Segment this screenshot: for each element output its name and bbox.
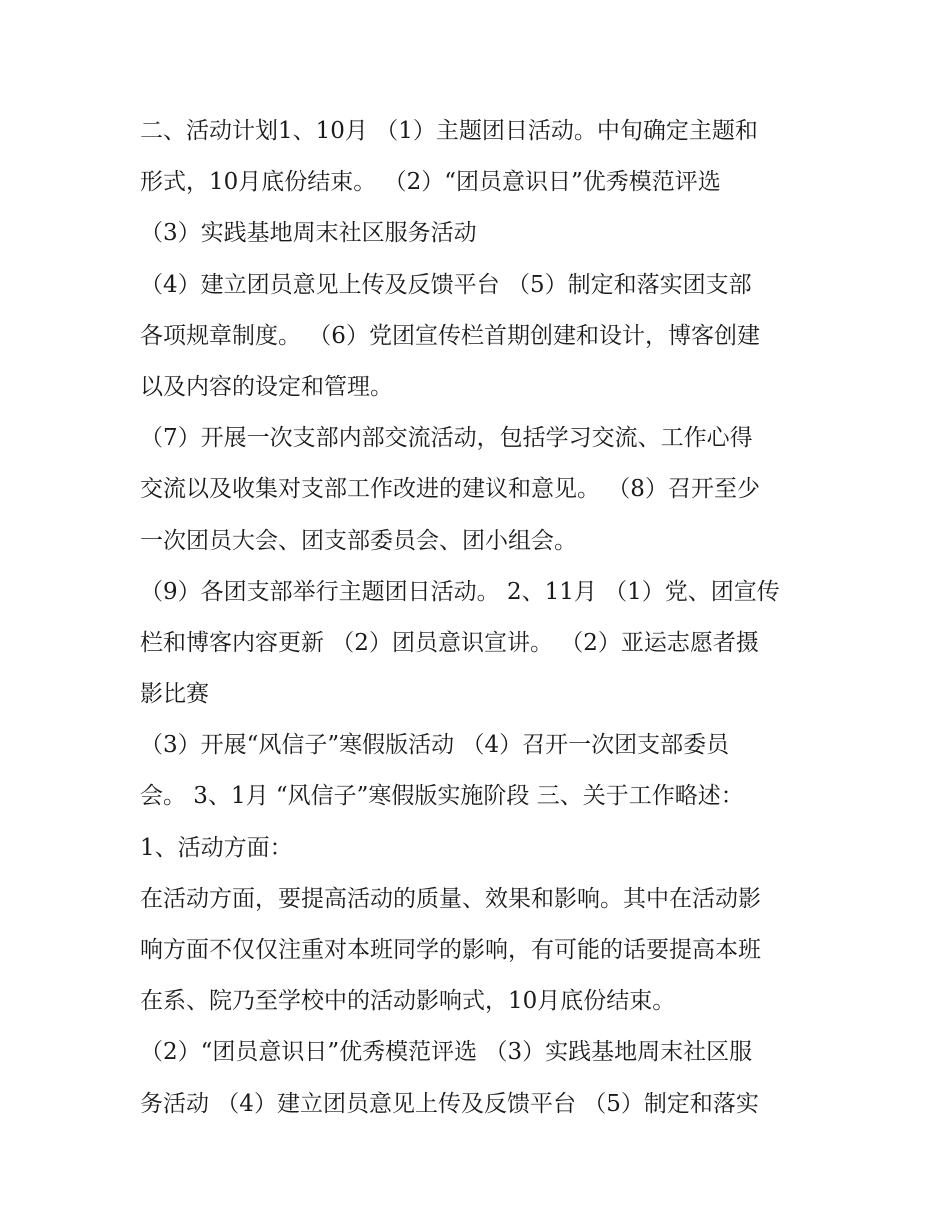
text-line: 务活动 （4）建立团员意见上传及反馈平台 （5）制定和落实 <box>140 1090 759 1117</box>
text-line: （2）“团员意识日”优秀模范评选 （3）实践基地周末社区服 <box>140 1039 753 1066</box>
text-line: 会。 3、1月 “风信子”寒假版实施阶段 三、关于工作略述： <box>140 783 744 810</box>
text-line: 二、活动计划1、10月 （1）主题团日活动。中旬确定主题和 <box>140 118 758 144</box>
text-line: （4）建立团员意见上传及反馈平台 （5）制定和落实团支部 <box>140 271 752 298</box>
text-line: （3）实践基地周末社区服务活动 <box>140 220 477 247</box>
text-line: 交流以及收集对支部工作改进的建议和意见。 （8）召开至少 <box>140 476 760 503</box>
text-line: 在系、院乃至学校中的活动影响式，10月底份结束。 <box>140 988 676 1015</box>
text-line: （7）开展一次支部内部交流活动，包括学习交流、工作心得 <box>140 425 753 452</box>
text-line: 在活动方面，要提高活动的质量、效果和影响。其中在活动影 <box>140 885 761 912</box>
text-line: 以及内容的设定和管理。 <box>140 373 393 400</box>
text-line: 各项规章制度。 （6）党团宣传栏首期创建和设计，博客创建 <box>140 322 760 349</box>
document-body <box>140 106 830 1130</box>
text-line: 影比赛 <box>140 681 209 708</box>
text-line: 栏和博客内容更新 （2）团员意识宣讲。 （2）亚运志愿者摄 <box>140 629 759 656</box>
text-line: 1、活动方面： <box>140 834 293 861</box>
text-line: 响方面不仅仅注重对本班同学的影响，有可能的话要提高本班 <box>140 937 761 963</box>
text-line: （9）各团支部举行主题团日活动。 2、11月 （1）党、团宣传 <box>140 578 780 605</box>
text-line: 一次团员大会、团支部委员会、团小组会。 <box>140 527 577 554</box>
text-line: 形式，10月底份结束。 （2）“团员意识日”优秀模范评选 <box>140 169 721 196</box>
text-line: （3）开展“风信子”寒假版活动 （4）召开一次团支部委员 <box>140 732 730 759</box>
